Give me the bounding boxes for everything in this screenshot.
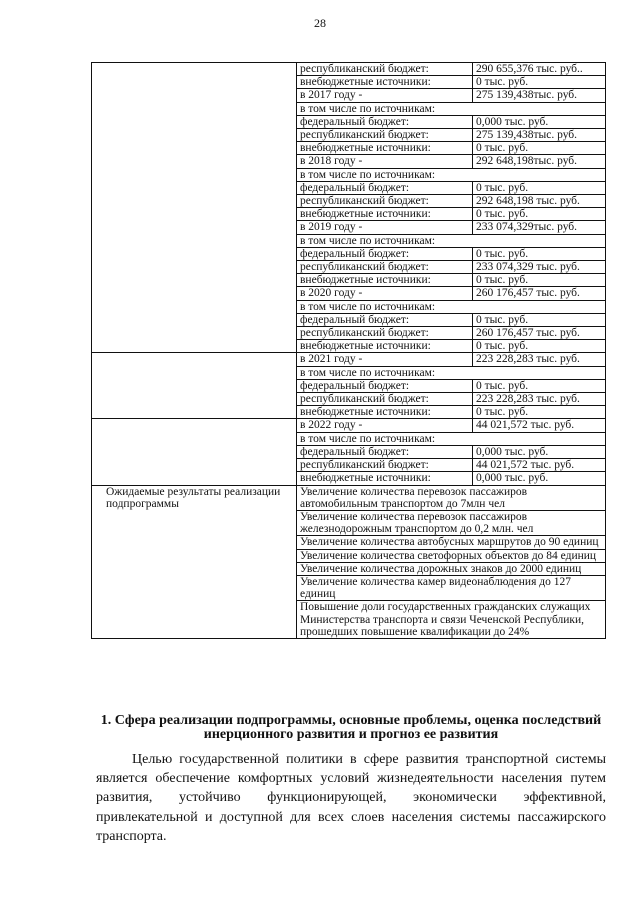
funding-value: 260 176,457 тыс. руб. (473, 327, 606, 340)
funding-row (92, 419, 606, 432)
result-item: Увеличение количества перевозок пассажиров железнодорожным транспортом до 0,2 млн. чел (297, 510, 606, 535)
result-item: Увеличение количества перевозок пассажиров автомобильным транспортом до 7млн чел (297, 485, 606, 510)
funding-value: 0 тыс. руб. (473, 274, 606, 287)
funding-label: в том числе по источникам: (297, 234, 606, 247)
funding-label: федеральный бюджет: (297, 247, 473, 260)
funding-value: 233 074,329тыс. руб. (473, 221, 606, 234)
funding-label: внебюджетные источники: (297, 340, 473, 353)
funding-value: 0 тыс. руб. (473, 406, 606, 419)
funding-label: федеральный бюджет: (297, 445, 473, 458)
funding-value: 223 228,283 тыс. руб. (473, 393, 606, 406)
funding-label: республиканский бюджет: (297, 261, 473, 274)
funding-value: 0 тыс. руб. (473, 247, 606, 260)
funding-value: 0 тыс. руб. (473, 142, 606, 155)
funding-label: в том числе по источникам: (297, 300, 606, 313)
funding-value: 0 тыс. руб. (473, 313, 606, 326)
funding-row (92, 63, 606, 76)
funding-value: 292 648,198 тыс. руб. (473, 195, 606, 208)
funding-label: федеральный бюджет: (297, 313, 473, 326)
funding-label: внебюджетные источники: (297, 472, 473, 485)
funding-value: 44 021,572 тыс. руб. (473, 419, 606, 432)
funding-label: внебюджетные источники: (297, 208, 473, 221)
funding-value: 275 139,438тыс. руб. (473, 129, 606, 142)
funding-label: в том числе по источникам: (297, 168, 606, 181)
page-number: 28 (314, 16, 326, 30)
funding-label: республиканский бюджет: (297, 393, 473, 406)
results-label: Ожидаемые результаты реализации подпрограммы (92, 485, 297, 638)
funding-value: 0 тыс. руб. (473, 181, 606, 194)
funding-value: 0 тыс. руб. (473, 208, 606, 221)
funding-value: 0,000 тыс. руб. (473, 115, 606, 128)
funding-label: внебюджетные источники: (297, 142, 473, 155)
funding-label: в 2018 году - (297, 155, 473, 168)
funding-value: 0,000 тыс. руб. (473, 472, 606, 485)
funding-label: республиканский бюджет: (297, 327, 473, 340)
funding-value: 292 648,198тыс. руб. (473, 155, 606, 168)
funding-label: федеральный бюджет: (297, 379, 473, 392)
funding-value: 0,000 тыс. руб. (473, 445, 606, 458)
funding-left-cell (92, 353, 297, 419)
funding-value: 275 139,438тыс. руб. (473, 89, 606, 102)
funding-value: 233 074,329 тыс. руб. (473, 261, 606, 274)
funding-left-cell (92, 419, 297, 485)
funding-label: в том числе по источникам: (297, 366, 606, 379)
funding-label: республиканский бюджет: (297, 129, 473, 142)
funding-label: внебюджетные источники: (297, 274, 473, 287)
result-item: Увеличение количества светофорных объектов до 84 единиц (297, 549, 606, 562)
funding-row (92, 353, 606, 366)
funding-label: республиканский бюджет: (297, 195, 473, 208)
funding-label: республиканский бюджет: (297, 63, 473, 76)
funding-label: в 2022 году - (297, 419, 473, 432)
funding-label: в 2017 году - (297, 89, 473, 102)
funding-value: 0 тыс. руб. (473, 76, 606, 89)
funding-label: в 2019 году - (297, 221, 473, 234)
funding-left-cell (92, 63, 297, 353)
result-item: Увеличение количества автобусных маршрутов до 90 единиц (297, 536, 606, 549)
funding-label: в 2021 году - (297, 353, 473, 366)
funding-label: федеральный бюджет: (297, 181, 473, 194)
funding-value: 223 228,283 тыс. руб. (473, 353, 606, 366)
funding-label: внебюджетные источники: (297, 406, 473, 419)
funding-label: в том числе по источникам: (297, 102, 606, 115)
result-item: Повышение доли государственных гражданских служащих Министерства транспорта и связи Чеченской Республики, прошедших повышение квалификации до 24% (297, 601, 606, 639)
result-item: Увеличение количества камер видеонаблюдения до 127 единиц (297, 575, 606, 600)
funding-label: внебюджетные источники: (297, 76, 473, 89)
body-paragraph: Целью государственной политики в сфере развития транспортной системы является обеспечение комфортных условий жизнедеятельности населения путем развития, устойчиво функционирующей, экономически эффективной, привлекательной и доступной для всех слоев населения системы пассажирского транспорта. (96, 752, 606, 844)
funding-value: 0 тыс. руб. (473, 379, 606, 392)
result-row (92, 485, 606, 510)
funding-value: 44 021,572 тыс. руб. (473, 459, 606, 472)
funding-label: республиканский бюджет: (297, 459, 473, 472)
funding-value: 0 тыс. руб. (473, 340, 606, 353)
funding-label: федеральный бюджет: (297, 115, 473, 128)
funding-label: в 2020 году - (297, 287, 473, 300)
funding-table (91, 62, 606, 639)
funding-label: в том числе по источникам: (297, 432, 606, 445)
result-item: Увеличение количества дорожных знаков до 2000 единиц (297, 562, 606, 575)
section-heading: 1. Сфера реализации подпрограммы, основные проблемы, оценка последствий инерционного развития и прогноз ее развития (100, 713, 602, 742)
funding-value: 260 176,457 тыс. руб. (473, 287, 606, 300)
funding-value: 290 655,376 тыс. руб.. (473, 63, 606, 76)
funding-table-body (92, 63, 606, 639)
